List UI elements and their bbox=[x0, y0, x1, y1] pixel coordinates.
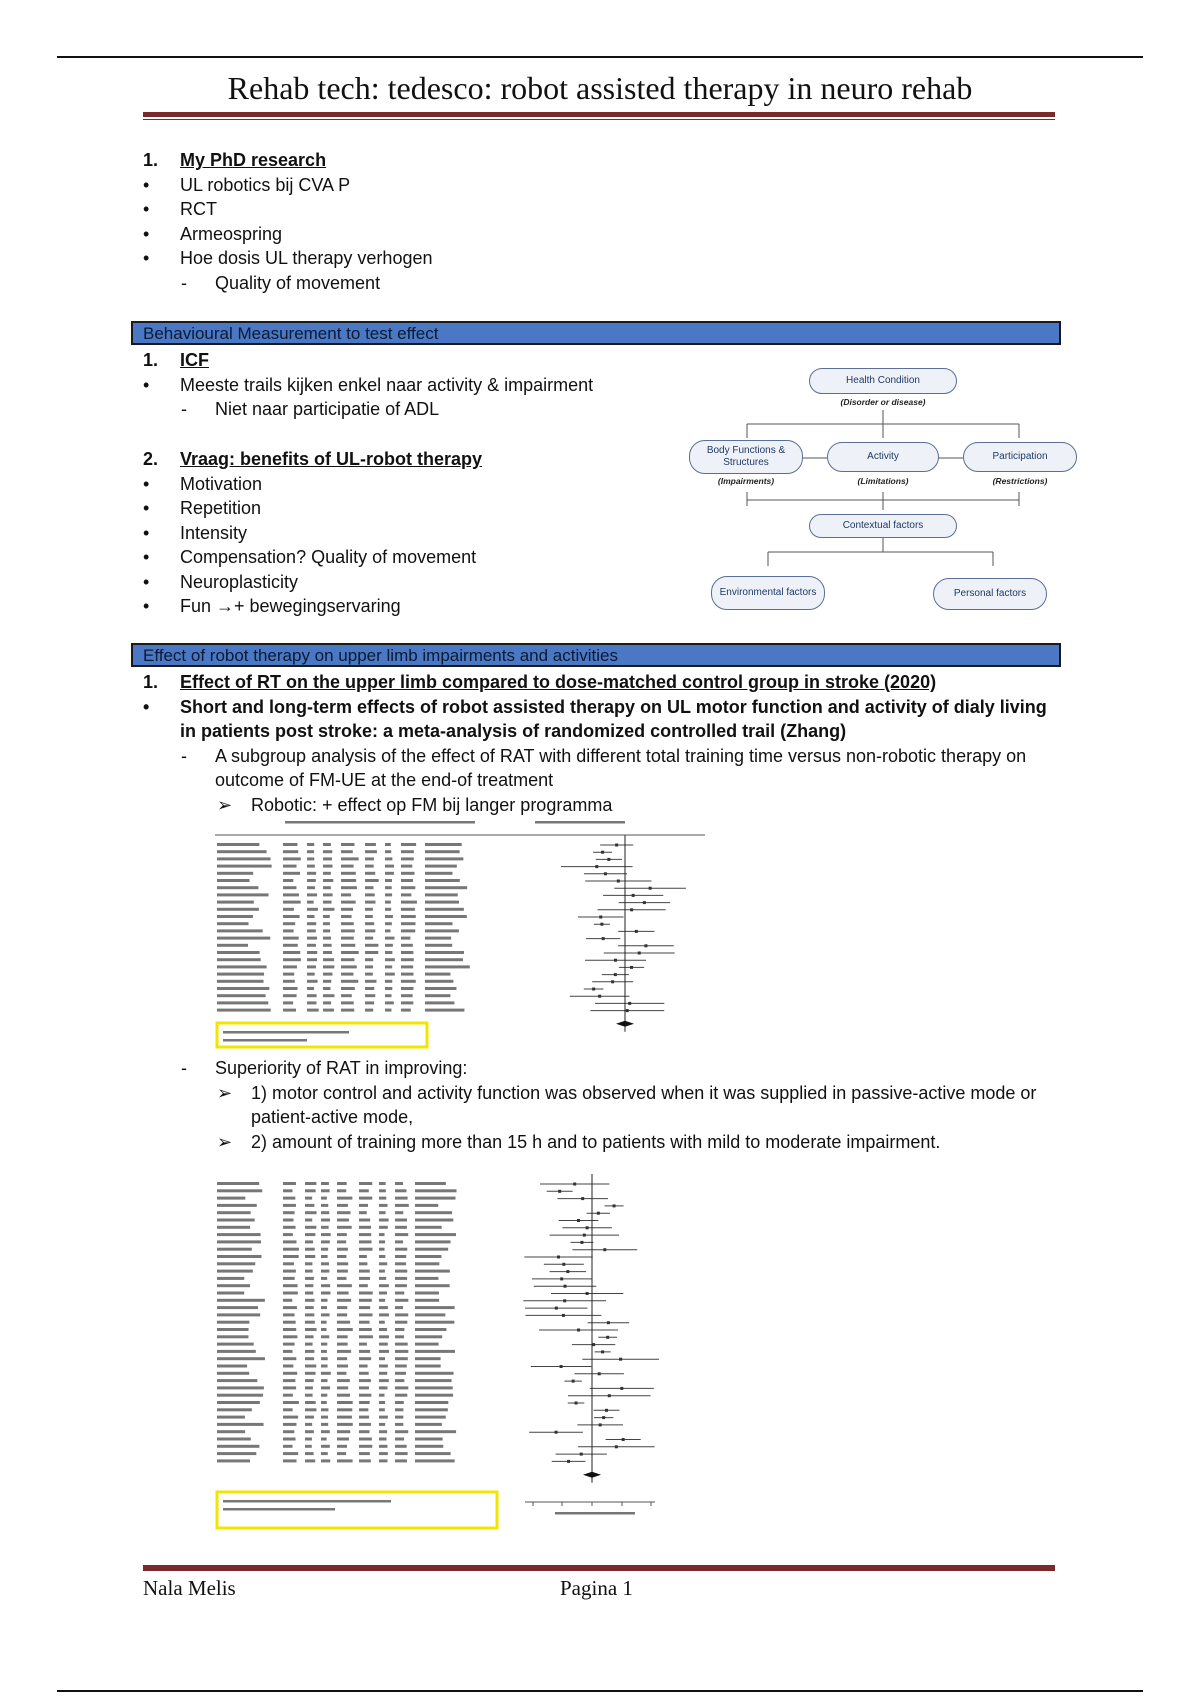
section-effect: 1. Effect of RT on the upper limb compared to dose-matched control group in stroke (2020) • Short and long-term effects of robot assisted therapy on UL motor function and activity of dialy living in patients post stroke: a meta-analysis of randomized controlled trail (Zhang) - A subgroup analysis of the effect of RAT with different total training time versus non-robotic therapy on outcome of FM-UE at the end-of treatment ➢ Robotic: + effect op FM bij langer programma bbox=[143, 672, 1047, 815]
icf-contextual-factors: Contextual factors bbox=[809, 514, 957, 538]
icf-activity: Activity bbox=[827, 442, 939, 472]
arrow-item: 2) amount of training more than 15 h and to patients with mild to moderate impairment. bbox=[251, 1131, 941, 1152]
arrow-item: Robotic: + effect op FM bij langer programma bbox=[251, 794, 613, 815]
list-subitem: Quality of movement bbox=[215, 272, 381, 293]
title-rule bbox=[143, 112, 1055, 117]
arrow-item: 1) motor control and activity function was observed when it was supplied in passive-active mode or patient-active mode, bbox=[251, 1082, 1037, 1127]
list-item: Fun →+ bewegingservaring bbox=[180, 596, 401, 616]
icf-participation: Participation bbox=[963, 442, 1077, 472]
section-bar-effect: Effect of robot therapy on upper limb impairments and activities bbox=[131, 643, 1061, 667]
section-vraag: 2. Vraag: benefits of UL-robot therapy • Motivation • Repetition • Intensity • Compensation? Quality of movement • Neuroplasticity • Fun →+ bewegingservaring bbox=[143, 449, 483, 616]
heading-vraag: Vraag: benefits of UL-robot therapy bbox=[180, 449, 483, 469]
list-item: Meeste trails kijken enkel naar activity & impairment bbox=[180, 374, 594, 395]
list-subitem: Superiority of RAT in improving: bbox=[215, 1058, 468, 1078]
heading-icf: ICF bbox=[180, 350, 209, 370]
list-subitem: Niet naar participatie of ADL bbox=[215, 399, 440, 419]
icf-diagram: Health Condition (Disorder or disease) Body Functions & Structures (Impairments) Activity (Limitations) Participation (Restrictions) Contextual factors Environmental factors Personal factors bbox=[683, 362, 1083, 622]
list-item: Armeospring bbox=[180, 223, 283, 244]
list-item: Compensation? Quality of movement bbox=[180, 547, 477, 567]
page-title: Rehab tech: tedesco: robot assisted therapy in neuro rehab bbox=[227, 70, 973, 106]
list-item: UL robotics bij CVA P bbox=[180, 174, 351, 195]
page-bottom-line bbox=[57, 1690, 1143, 1692]
list-item: RCT bbox=[180, 199, 217, 219]
forest-plot-1 bbox=[215, 815, 705, 1050]
list-item: Intensity bbox=[180, 522, 248, 543]
footer-rule bbox=[143, 1565, 1055, 1571]
page-top-line bbox=[57, 56, 1143, 58]
list-item: Short and long-term effects of robot assisted therapy on UL motor function and activity of dialy living in patients post stroke: a meta-analysis of randomized controlled trail (Zhang) bbox=[180, 696, 1047, 741]
list-subitem: A subgroup analysis of the effect of RAT with different total training time versus non-robotic therapy on outcome of FM-UE at the end-of treatment bbox=[215, 745, 1027, 790]
icf-environmental-factors: Environmental factors bbox=[711, 576, 825, 610]
icf-health-condition: Health Condition bbox=[809, 368, 957, 394]
list-item: Repetition bbox=[180, 498, 262, 518]
footer-author: Nala Melis bbox=[143, 1576, 236, 1600]
section-icf: 1. ICF • Meeste trails kijken enkel naar activity & impairment - Niet naar participatie of ADL bbox=[143, 350, 594, 419]
list-item: Motivation bbox=[180, 473, 263, 494]
heading-phd-research: My PhD research bbox=[180, 150, 327, 170]
list-item: Hoe dosis UL therapy verhogen bbox=[180, 248, 433, 268]
section-phd-research: 1. My PhD research • UL robotics bij CVA P • RCT • Armeospring • Hoe dosis UL therapy verhogen - Quality of movement bbox=[143, 150, 433, 293]
title-rule-thin bbox=[143, 119, 1055, 120]
heading-effect: Effect of RT on the upper limb compared to dose-matched control group in stroke (2020) bbox=[180, 672, 937, 692]
section-superiority: - Superiority of RAT in improving: ➢ 1) motor control and activity function was observed when it was supplied in passive-active mode or patient-active mode, ➢ 2) amount of training more than 15 h and to patients with mild to moderate impairment. bbox=[181, 1058, 1037, 1152]
list-item: Neuroplasticity bbox=[180, 571, 299, 592]
section-bar-behavioural: Behavioural Measurement to test effect bbox=[131, 321, 1061, 345]
footer-page: Pagina 1 bbox=[560, 1576, 633, 1600]
forest-plot-2 bbox=[215, 1172, 665, 1532]
icf-personal-factors: Personal factors bbox=[933, 578, 1047, 610]
icf-body-functions: Body Functions & Structures bbox=[689, 440, 803, 474]
